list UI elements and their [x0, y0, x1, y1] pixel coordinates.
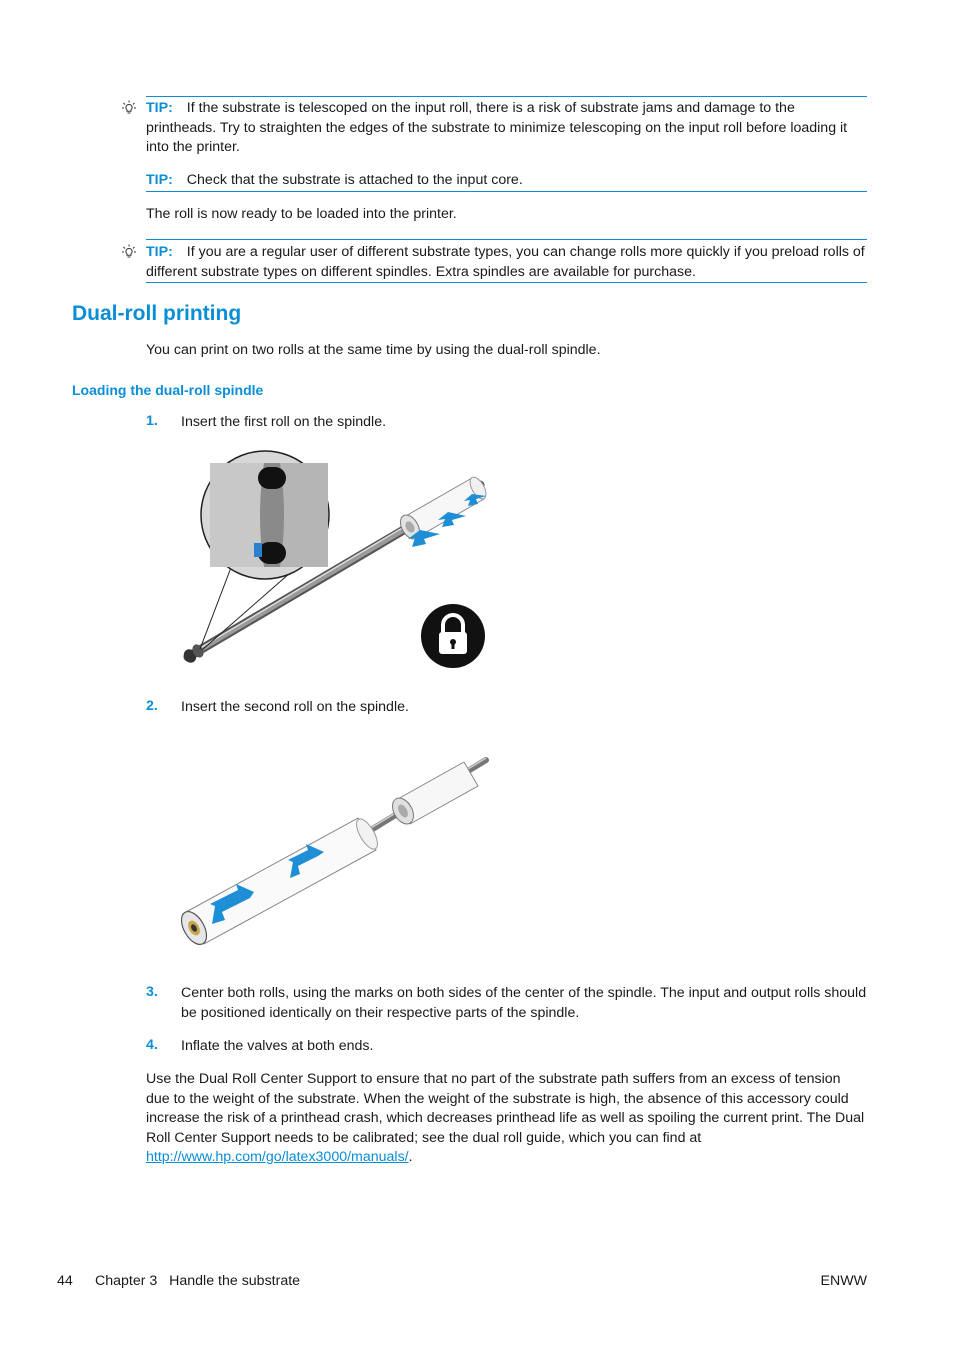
step-number: 1. — [146, 413, 158, 429]
figure-insert-second-roll — [180, 740, 490, 965]
tip-top-rule — [146, 96, 867, 97]
tip-label: TIP: — [146, 244, 173, 260]
step-number: 3. — [146, 984, 158, 1000]
step-text: Inflate the valves at both ends. — [181, 1038, 374, 1054]
figure-insert-first-roll — [180, 445, 490, 680]
closing-end: . — [408, 1149, 413, 1165]
lightbulb-icon — [121, 100, 137, 116]
magnified-detail — [201, 451, 329, 579]
section-intro: You can print on two rolls at the same time by using the dual-roll spindle. — [146, 342, 601, 358]
step-number: 4. — [146, 1037, 158, 1053]
step-number: 2. — [146, 698, 158, 714]
ready-text: The roll is now ready to be loaded into the printer. — [146, 206, 457, 222]
lightbulb-icon — [121, 244, 137, 260]
tip-top-rule — [146, 239, 867, 240]
chapter-title: Chapter 3 Handle the substrate — [95, 1273, 301, 1289]
tip-label: TIP: — [146, 172, 173, 188]
tip-label: TIP: — [146, 100, 173, 116]
step-text: Insert the first roll on the spindle. — [181, 414, 387, 430]
tip-bottom-rule — [146, 282, 867, 283]
step-text: Center both rolls, using the marks on both sides of the center of the spindle. The input and output rolls should be positioned identically on their respective parts of the spindle. — [181, 985, 867, 1021]
step-text: Insert the second roll on the spindle. — [181, 699, 409, 715]
tip-bottom-rule — [146, 191, 867, 192]
tip-2 — [146, 171, 867, 191]
page-number: 44 — [57, 1273, 73, 1289]
tip-text: Check that the substrate is attached to the input core. — [186, 172, 523, 188]
closing-paragraph — [146, 1070, 867, 1168]
subsection-title: Loading the dual-roll spindle — [72, 382, 264, 398]
manuals-link[interactable]: http://www.hp.com/go/latex3000/manuals/ — [146, 1149, 409, 1165]
tip-3 — [146, 243, 867, 282]
footer-right: ENWW — [820, 1273, 867, 1289]
closing-text: Use the Dual Roll Center Support to ensure that no part of the substrate path suffers from an excess of tension due to the weight of the substrate. When the weight of the substrate is high, the absence of this accessory could increase the risk of a printhead crash, which decreases printhead life as well as spoiling the current print. The Dual Roll Center Support needs to be calibrated; see the dual roll guide, which you can find at — [146, 1071, 865, 1146]
tip-text: If you are a regular user of different substrate types, you can change rolls more quickly if you preload rolls of different substrate types on different spindles. Extra spindles are available for purchase. — [146, 244, 865, 280]
section-title: Dual-roll printing — [72, 302, 242, 325]
lock-icon — [421, 604, 485, 668]
tip-text: If the substrate is telescoped on the input roll, there is a risk of substrate jams and damage to the printheads. Try to straighten the edges of the substrate to minimize telescoping on the input roll before loading it into the printer. — [146, 100, 848, 155]
tip-1 — [146, 99, 867, 158]
